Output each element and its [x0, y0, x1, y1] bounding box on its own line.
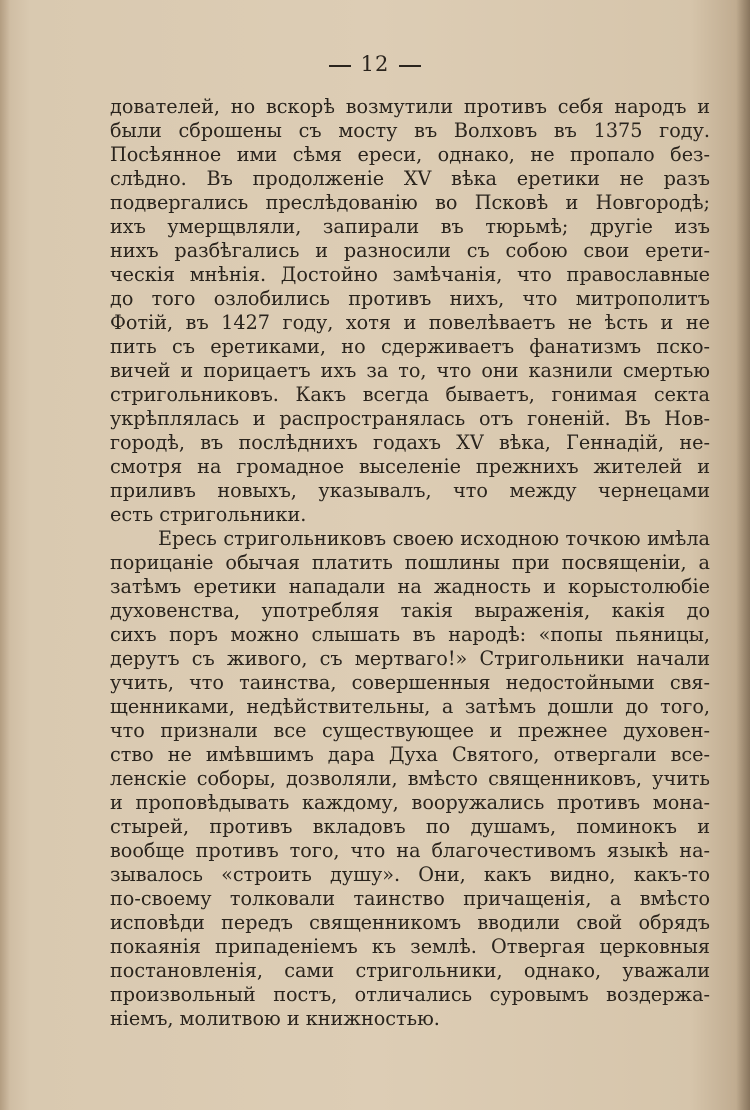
text-line: учить, что таинства, совершенныя недостойными свя-	[110, 671, 710, 694]
text-line: вообще противъ того, что на благочестивомъ языкѣ на-	[110, 839, 710, 862]
page-number-dash-right	[399, 65, 421, 67]
text-line: ческія мнѣнія. Достойно замѣчанія, что православные	[110, 263, 710, 286]
text-line: слѣдно. Въ продолженіе XV вѣка еретики не разъ	[110, 167, 710, 190]
page-number-dash-left	[329, 65, 351, 67]
page-number-header	[0, 52, 750, 76]
text-line: зывалось «строить душу». Они, какъ видно, какъ-то	[110, 863, 710, 886]
text-line: произвольный постъ, отличались суровымъ воздержа-	[110, 983, 710, 1006]
text-line: по-своему толковали таинство причащенія, а вмѣсто	[110, 887, 710, 910]
body-text	[110, 95, 710, 1031]
text-line: щенниками, недѣйствительны, а затѣмъ дошли до того,	[110, 695, 710, 718]
text-line: ство не имѣвшимъ дара Духа Святого, отвергали все-	[110, 743, 710, 766]
page-number: 12	[360, 52, 390, 76]
text-line: сихъ поръ можно слышать въ народѣ: «попы пьяницы,	[110, 623, 710, 646]
text-line: есть стригольники.	[110, 503, 307, 526]
text-line: что признали все существующее и прежнее духовен-	[110, 719, 710, 742]
text-line: городѣ, въ послѣднихъ годахъ XV вѣка, Геннадій, не-	[110, 431, 710, 454]
text-line: подвергались преслѣдованію во Псковѣ и Новгородѣ;	[110, 191, 710, 214]
text-line: исповѣди передъ священникомъ вводили свой обрядъ	[110, 911, 710, 934]
text-line: ленскіе соборы, дозволяли, вмѣсто священниковъ, учить	[110, 767, 710, 790]
page-left-edge-shadow	[0, 0, 10, 1110]
text-line: дерутъ съ живого, съ мертваго!» Стригольники начали	[110, 647, 710, 670]
paragraph	[110, 527, 710, 1031]
text-line: покаянія припаденіемъ къ землѣ. Отвергая церковныя	[110, 935, 710, 958]
text-line: нихъ разбѣгались и разносили съ собою свои ерети-	[110, 239, 710, 262]
text-line: укрѣплялась и распространялась отъ гоненій. Въ Нов-	[110, 407, 710, 430]
text-line: вичей и порицаетъ ихъ за то, что они казнили смертью	[110, 359, 710, 382]
text-line: стригольниковъ. Какъ всегда бываетъ, гонимая секта	[110, 383, 710, 406]
text-line: затѣмъ еретики нападали на жадность и корыстолюбіе	[110, 575, 710, 598]
text-line: постановленія, сами стригольники, однако, уважали	[110, 959, 710, 982]
text-line: порицаніе обычая платить пошлины при посвященіи, а	[110, 551, 710, 574]
text-line: Посѣянное ими сѣмя ереси, однако, не пропало без-	[110, 143, 710, 166]
text-line: были сброшены съ мосту въ Волховъ въ 1375 году.	[110, 119, 710, 142]
paragraph	[110, 95, 710, 527]
text-line: ніемъ, молитвою и книжностью.	[110, 1007, 440, 1030]
text-line: до того озлобились противъ нихъ, что митрополитъ	[110, 287, 710, 310]
text-line: пить съ еретиками, но сдерживаетъ фанатизмъ пско-	[110, 335, 710, 358]
text-line: Фотій, въ 1427 году, хотя и повелѣваетъ не ѣсть и не	[110, 311, 710, 334]
page-right-edge-shadow	[736, 0, 750, 1110]
text-line: дователей, но вскорѣ возмутили противъ себя народъ и	[110, 95, 710, 118]
text-line: стырей, противъ вкладовъ по душамъ, поминокъ и	[110, 815, 710, 838]
text-line: смотря на громадное выселеніе прежнихъ жителей и	[110, 455, 710, 478]
text-line: Ересь стригольниковъ своею исходною точкою имѣла	[158, 527, 710, 550]
text-line: приливъ новыхъ, указывалъ, что между чернецами	[110, 479, 710, 502]
text-line: духовенства, употребляя такія выраженія, какія до	[110, 599, 710, 622]
text-line: ихъ умерщвляли, запирали въ тюрьмѣ; другіе изъ	[110, 215, 710, 238]
text-line: и проповѣдывать каждому, вооружались противъ мона-	[110, 791, 710, 814]
